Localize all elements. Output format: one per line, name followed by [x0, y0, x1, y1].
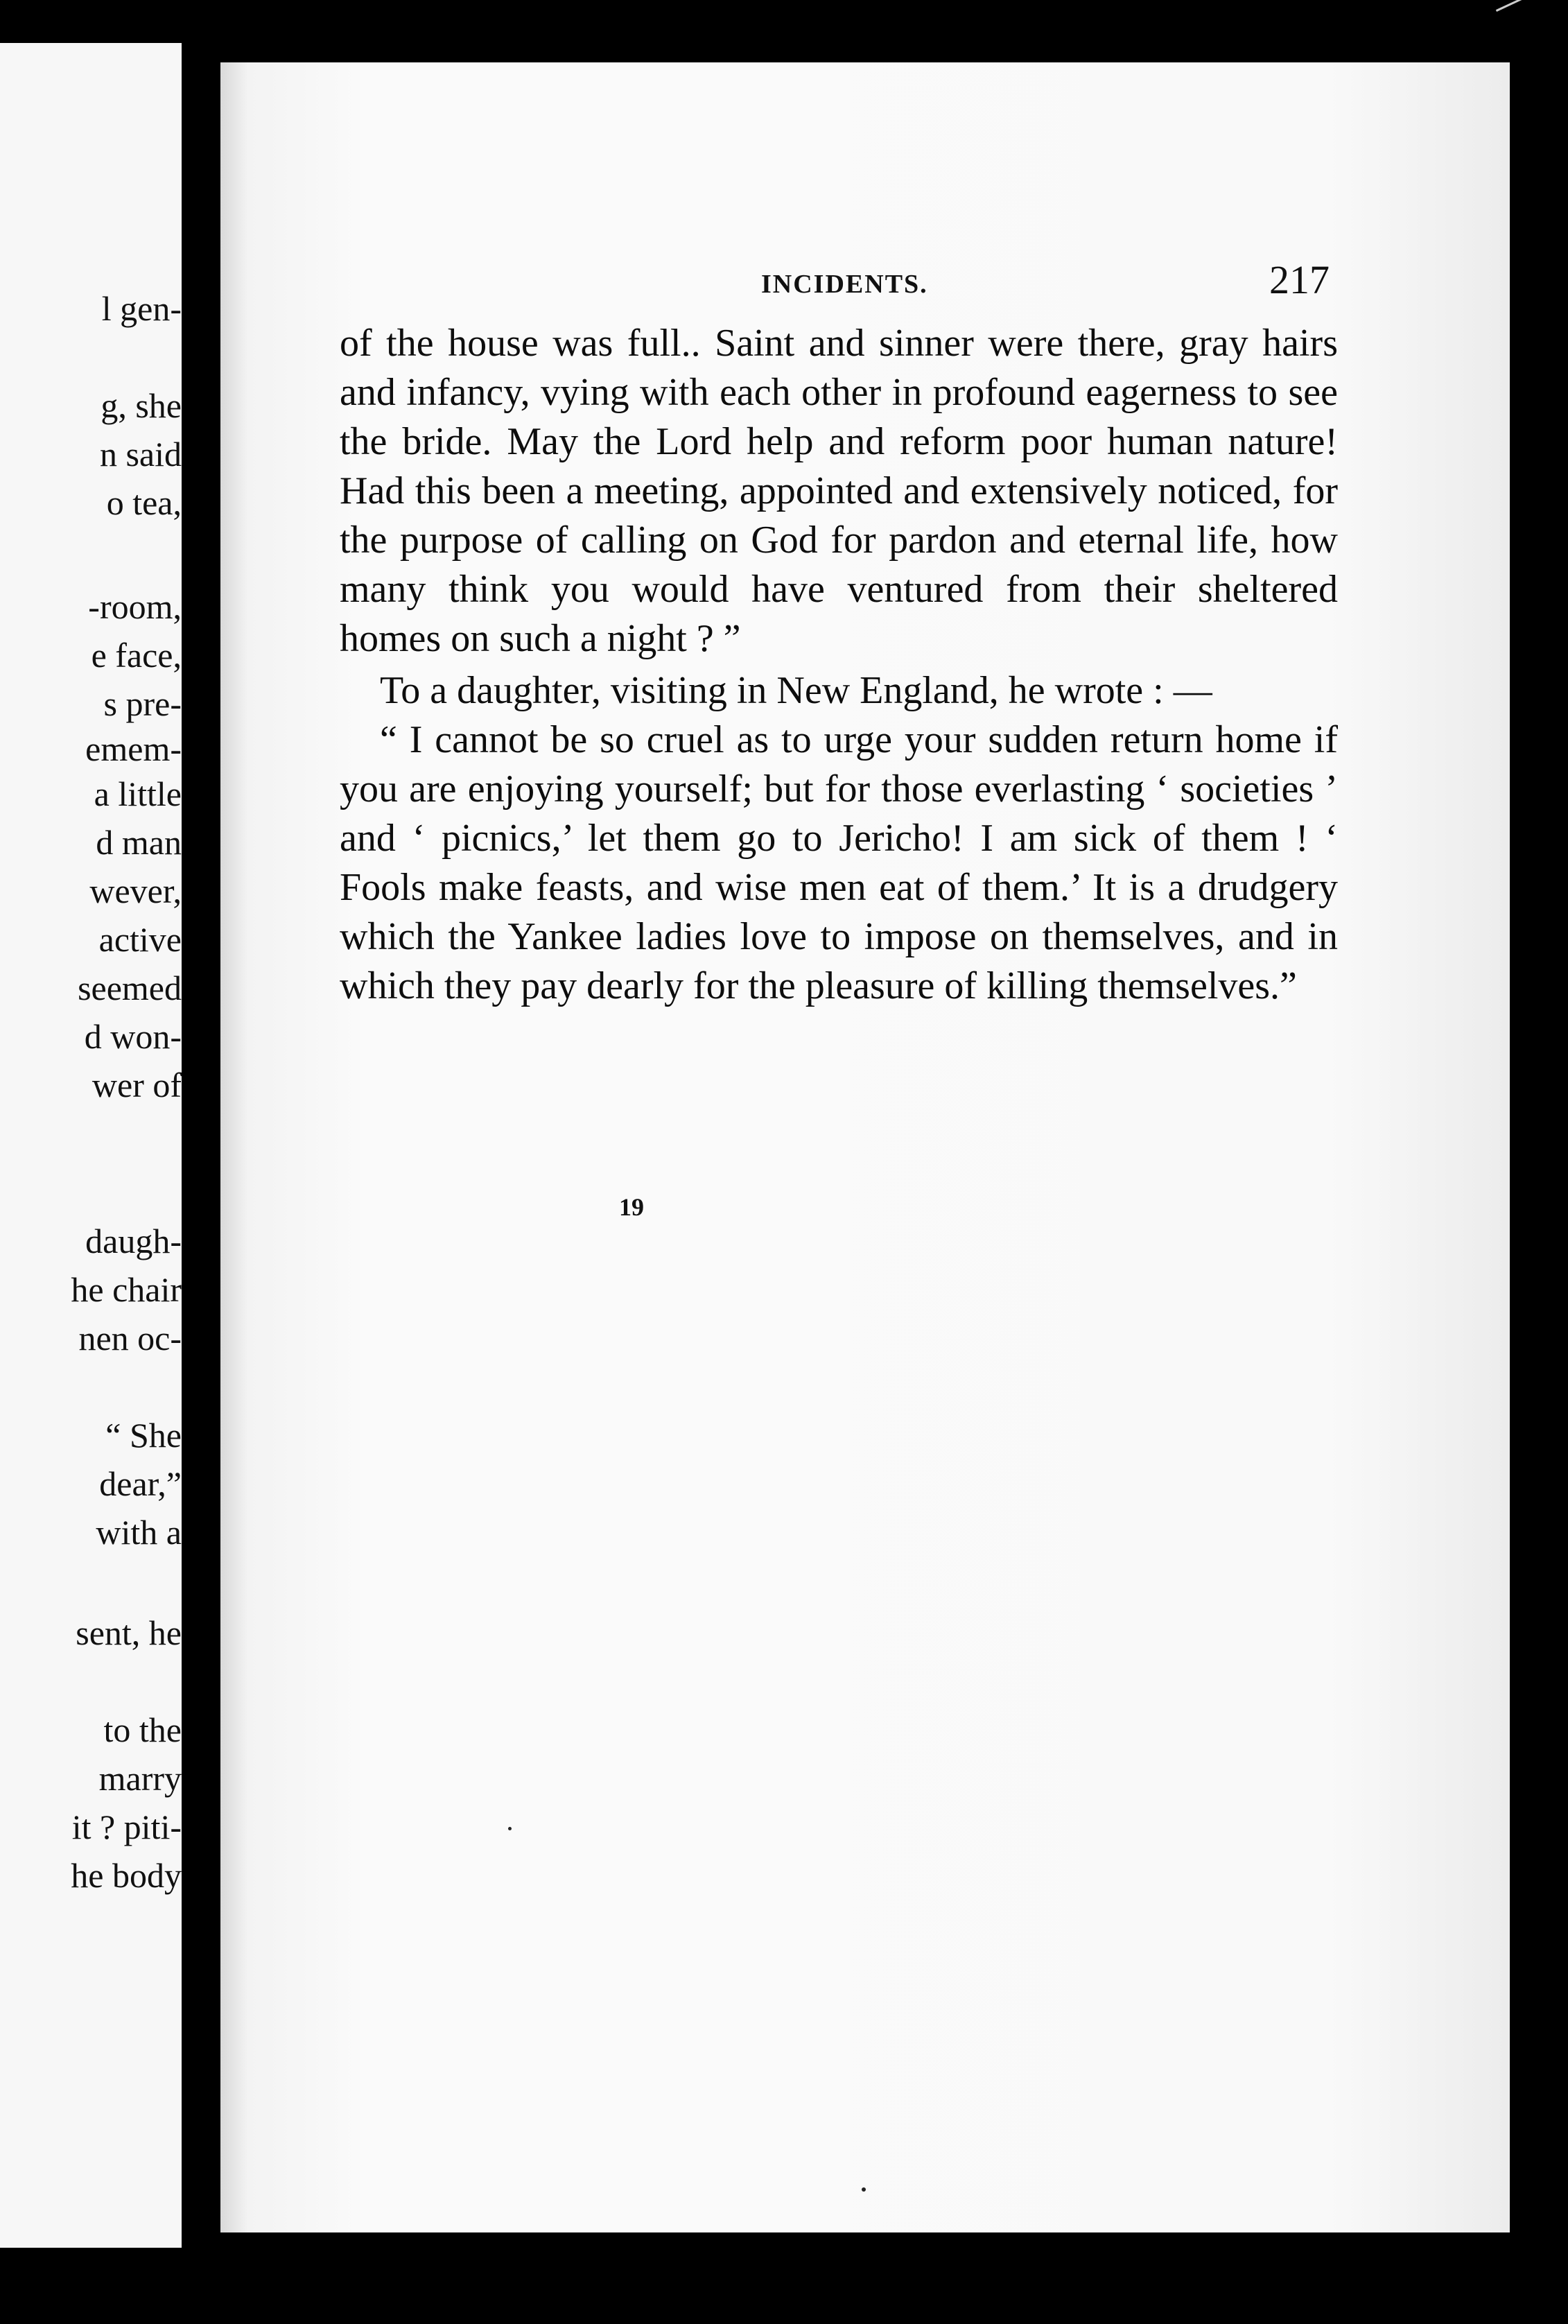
left-page-line: with a: [96, 1513, 182, 1552]
paragraph: To a daughter, visiting in New England, he wrote : —: [380, 669, 1212, 712]
paragraph: of the house was full.. Saint and sinner were there, gray hairs and infancy, vying with each other in profound eagerness to see the bride. May the Lord help and reform poor human nature! Had this been a meeting, appointed and extensively noticed, for the purpose of calling on God for pardon and eternal life, how many think you would have ventured from their sheltered homes on such a night ? ”: [340, 322, 1338, 660]
left-page-line: a little: [94, 774, 182, 813]
left-page-line: seemed: [78, 969, 182, 1007]
body-text: [340, 319, 1338, 1011]
left-page-line: daugh-: [85, 1222, 182, 1260]
left-page-line: marry: [98, 1759, 182, 1798]
left-page-line: l gen-: [101, 289, 182, 328]
left-page-line: g, she: [101, 386, 182, 425]
left-page-line: active: [98, 920, 182, 959]
left-page-line: nen oc-: [78, 1319, 182, 1358]
left-page-line: emem-: [85, 729, 182, 768]
left-page-line: s pre-: [103, 684, 182, 723]
quoted-letter: “ I cannot be so cruel as to urge your sudden return home if you are enjoying yourself; but for those everlasting ‘ societies ’ and ‘ picnics,’ let them go to Jericho! I am sick of them ! ‘ Fools make feasts, and wise men eat of them.’ It is a drudgery which the Yankee ladies love to impose on themselves, and in which they pay dearly for the pleasure of killing themselves.”: [340, 718, 1338, 1007]
left-page-line: d man: [96, 823, 182, 862]
right-page: [220, 62, 1510, 2232]
edge-mark: [1496, 0, 1543, 31]
running-head-title: INCIDENTS.: [761, 270, 928, 299]
left-page-line: to the: [103, 1710, 182, 1749]
left-page-line: dear,”: [99, 1464, 182, 1503]
left-page-line: d won-: [84, 1017, 182, 1056]
ink-speck: [508, 1827, 512, 1830]
left-page-line: “ She: [105, 1416, 182, 1455]
running-head: [220, 257, 1510, 312]
left-page-line: n said: [99, 435, 182, 474]
left-page-line: he chair: [71, 1270, 182, 1309]
signature-mark: 19: [619, 1193, 644, 1221]
left-page-line: sent, he: [76, 1613, 182, 1652]
ink-speck: [862, 2187, 866, 2192]
left-page-line: wer of: [92, 1066, 182, 1104]
left-page-line: he body: [71, 1856, 182, 1895]
left-page-line: -room,: [88, 587, 182, 626]
left-page-line: wever,: [89, 872, 182, 910]
left-page-line: it ? piti-: [71, 1807, 182, 1846]
left-page-line: e face,: [91, 636, 182, 675]
left-page-line: o tea,: [106, 483, 182, 522]
left-page-fragment: [0, 43, 182, 2248]
page-number: 217: [1269, 257, 1330, 302]
